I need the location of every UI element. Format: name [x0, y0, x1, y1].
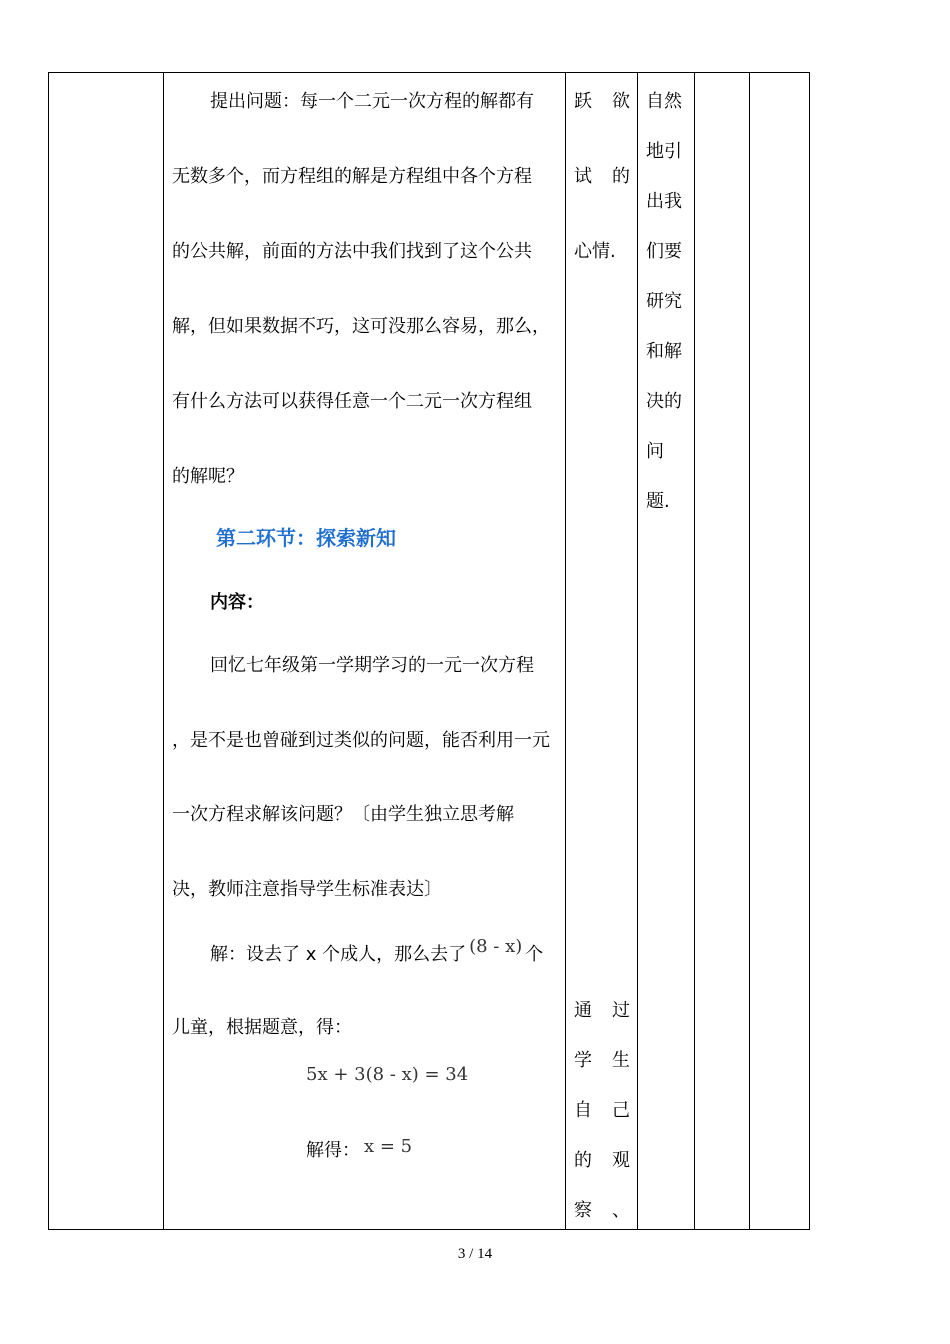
- intent-line: 研究: [646, 291, 682, 312]
- intent-line: 和解: [646, 341, 682, 362]
- result-label: 解得：: [306, 1140, 360, 1161]
- intent-line: 题.: [646, 491, 670, 512]
- paragraph-line: 决，教师注意指导学生标准表达〕: [172, 879, 442, 900]
- intent-line: 们要: [646, 241, 682, 262]
- paragraph-line: 的解呢？: [172, 466, 244, 487]
- paragraph-line: 提出问题：每一个二元一次方程的解都有: [210, 91, 534, 112]
- activity-line: 察 、: [574, 1200, 630, 1221]
- equation: 5x + 3(8 - x) = 34: [306, 1064, 469, 1085]
- paragraph-line: 无数多个，而方程组的解是方程组中各个方程: [172, 166, 532, 187]
- activity-line: 自 己: [574, 1100, 630, 1121]
- activity-line: 心情.: [574, 241, 616, 262]
- activity-line: 通 过: [574, 1000, 630, 1021]
- intent-line: 地引: [646, 141, 682, 162]
- column-divider: [565, 73, 566, 1229]
- column-divider: [749, 73, 750, 1229]
- activity-line: 的 观: [574, 1150, 630, 1171]
- column-divider: [163, 73, 164, 1229]
- activity-line: 跃 欲: [574, 91, 630, 112]
- page-number: 3 / 14: [457, 1246, 493, 1262]
- paragraph-line: 回忆七年级第一学期学习的一元一次方程: [210, 655, 534, 676]
- paragraph-line: 儿童，根据题意，得：: [172, 1017, 352, 1038]
- solution-expression: (8 - x): [469, 936, 523, 957]
- intent-line: 决的: [646, 391, 682, 412]
- paragraph-line: 的公共解，前面的方法中我们找到了这个公共: [172, 241, 532, 262]
- intent-line: 自然: [646, 91, 682, 112]
- activity-line: 学 生: [574, 1050, 630, 1071]
- column-divider: [637, 73, 638, 1229]
- paragraph-line: 一次方程求解该问题？〔由学生独立思考解: [172, 804, 514, 825]
- intent-line: 出我: [646, 191, 682, 212]
- paragraph-line: ，是不是也曾碰到过类似的问题，能否利用一元: [172, 730, 550, 751]
- result-value: x = 5: [364, 1136, 413, 1157]
- solution-intro: 解：设去了 x 个成人，那么去了: [210, 944, 467, 965]
- activity-line: 试 的: [574, 166, 630, 187]
- content-label: 内容：: [210, 592, 264, 613]
- intent-line: 问: [646, 441, 664, 462]
- section-title: 第二环节：探索新知: [216, 526, 396, 550]
- paragraph-line: 有什么方法可以获得任意一个二元一次方程组: [172, 391, 532, 412]
- paragraph-line: 解，但如果数据不巧，这可没那么容易，那么，: [172, 316, 550, 337]
- solution-tail: 个: [525, 944, 544, 965]
- column-divider: [694, 73, 695, 1229]
- solution-line: [210, 936, 544, 966]
- result-line: [306, 1136, 412, 1162]
